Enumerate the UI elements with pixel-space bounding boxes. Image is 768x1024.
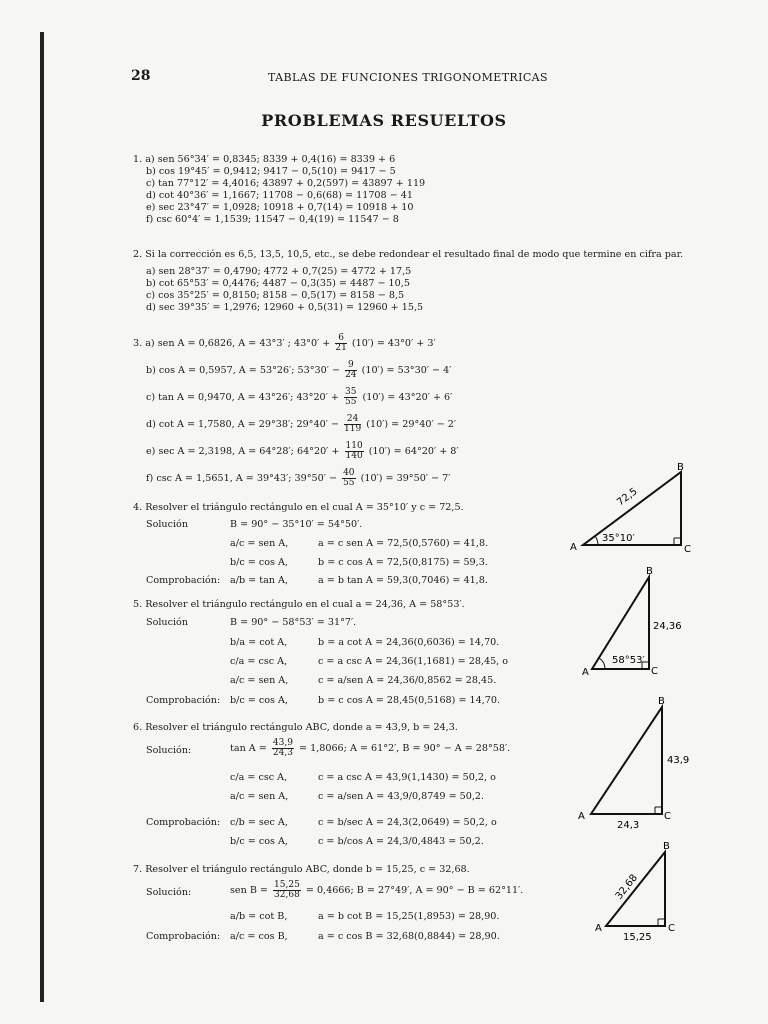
tan-result: = 1,8066; A = 61°2′, B = 90° − A = 28°58′. xyxy=(299,743,511,754)
fraction-denominator: 32,68 xyxy=(274,890,300,900)
vertex-label-c: C xyxy=(684,544,691,555)
section-title: PROBLEMAS RESUELTOS xyxy=(261,111,507,130)
calc: a = c cos B = 32,68(0,8844) = 28,90. xyxy=(318,931,500,942)
calc: a = b tan A = 59,3(0,7046) = 41,8. xyxy=(318,575,488,586)
fraction-numerator: 15,25 xyxy=(274,880,300,890)
problem-1 xyxy=(133,154,425,226)
check-label: Comprobación: xyxy=(146,695,221,706)
calc: c = a csc A = 24,36(1,1681) = 28,45, o xyxy=(318,656,509,667)
fraction-numerator: 35 xyxy=(344,387,357,397)
fraction-denominator: 119 xyxy=(344,424,362,434)
angle-label: 35°10′ xyxy=(602,533,635,544)
problem-3-row xyxy=(146,415,456,434)
vertex-label-a: A xyxy=(595,923,602,934)
fraction-numerator: 43,9 xyxy=(272,738,293,748)
calc: c = b/sec A = 24,3(2,0649) = 50,2, o xyxy=(318,817,497,828)
fraction-denominator: 55 xyxy=(344,397,357,407)
fraction xyxy=(345,442,364,461)
ratio: b/c = cos A, xyxy=(230,836,288,847)
p3-text: (10′) = 43°0′ + 3′ xyxy=(351,338,436,349)
vertex-label-a: A xyxy=(582,667,589,678)
triangle-shape xyxy=(606,852,665,926)
tan-text: tan A = xyxy=(230,743,267,754)
calc: c = a csc A = 43,9(1,1430) = 50,2, o xyxy=(318,772,496,783)
p3-text: d) cot A = 1,7580, A = 29°38′; 29°40′ − xyxy=(146,419,339,430)
problem-3-row xyxy=(146,469,450,488)
calc: b = c cos A = 28,45(0,5168) = 14,70. xyxy=(318,695,501,706)
problem-1-line: f) csc 60°4′ = 1,1539; 11547 − 0,4(19) = 11547 − 8 xyxy=(146,214,399,225)
sen-result: = 0,4666; B = 27°49′, A = 90° − B = 62°11′. xyxy=(305,885,524,896)
calc: a = c sen A = 72,5(0,5760) = 41,8. xyxy=(318,538,489,549)
fraction xyxy=(272,739,294,758)
ratio: b/c = cos A, xyxy=(230,695,288,706)
ratio: c/a = csc A, xyxy=(230,656,288,667)
problem-1-line: 1. a) sen 56°34′ = 0,8345; 8339 + 0,4(16) = 8339 + 6 xyxy=(133,154,396,165)
base-label: 24,3 xyxy=(617,820,640,831)
ratio: a/b = tan A, xyxy=(230,575,289,586)
running-header: TABLAS DE FUNCIONES TRIGONOMETRICAS xyxy=(268,71,548,84)
problem-3-row xyxy=(146,361,451,380)
problem-2-line: a) sen 28°37′ = 0,4790; 4772 + 0,7(25) = 4772 + 17,5 xyxy=(146,266,412,277)
triangle-figure-4 xyxy=(560,460,700,560)
problem-5-statement: 5. Resolver el triángulo rectángulo en el cual a = 24,36, A = 58°53′. xyxy=(133,599,465,610)
fraction xyxy=(344,415,361,434)
fraction-denominator: 24,3 xyxy=(272,748,293,758)
triangle-figure-5 xyxy=(572,563,692,681)
vertex-label-b: B xyxy=(646,566,653,577)
calc: c = a/sen A = 24,36/0,8562 = 28,45. xyxy=(318,675,497,686)
fraction xyxy=(273,881,301,900)
problem-2-intro: 2. Si la corrección es 6,5, 13,5, 10,5, etc., se debe redondear el resultado final de modo que termine en cifra par. xyxy=(133,249,684,260)
fraction-denominator: 24 xyxy=(345,370,357,380)
ratio: c/b = sec A, xyxy=(230,817,288,828)
problem-7-statement: 7. Resolver el triángulo rectángulo ABC, donde b = 15,25, c = 32,68. xyxy=(133,864,470,875)
vertex-label-c: C xyxy=(668,923,675,934)
triangle-figure-7 xyxy=(590,838,700,946)
p3-text: (10′) = 53°30′ − 4′ xyxy=(361,365,452,376)
hypotenuse-label: 72,5 xyxy=(615,486,640,509)
problem-3-row xyxy=(133,334,436,353)
p3-text: 3. a) sen A = 0,6826, A = 43°3′ ; 43°0′ + xyxy=(133,338,331,349)
fraction-denominator: 21 xyxy=(335,343,347,353)
p3-text: (10′) = 39°50′ − 7′ xyxy=(360,473,451,484)
angle-arc xyxy=(599,658,605,669)
problem-4-statement: 4. Resolver el triángulo rectángulo en el cual A = 35°10′ y c = 72,5. xyxy=(133,502,464,513)
problem-1-line: e) sec 23°47′ = 1,0928; 10918 + 0,7(14) = 10918 + 10 xyxy=(146,202,414,213)
vertex-label-b: B xyxy=(658,696,665,707)
book-binding-edge xyxy=(40,32,44,1002)
solution-equation xyxy=(230,739,510,758)
solution-label: Solución: xyxy=(146,745,192,756)
page-number: 28 xyxy=(131,68,151,84)
check-label: Comprobación: xyxy=(146,575,221,586)
problem-3-row xyxy=(146,388,452,407)
vertex-label-c: C xyxy=(651,666,658,677)
vertex-label-c: C xyxy=(664,811,671,822)
vertex-label-b: B xyxy=(677,462,684,473)
fraction-numerator: 24 xyxy=(344,415,361,425)
solution-equation xyxy=(230,881,523,900)
p3-text: e) sec A = 2,3198, A = 64°28′; 64°20′ + xyxy=(146,446,340,457)
problem-1-line: b) cos 19°45′ = 0,9412; 9417 − 0,5(10) = 9417 − 5 xyxy=(146,166,396,177)
solution-text: B = 90° − 58°53′ = 31°7′. xyxy=(230,617,357,628)
p3-text: (10′) = 64°20′ + 8′ xyxy=(368,446,459,457)
problem-6-statement: 6. Resolver el triángulo rectángulo ABC, donde a = 43,9, b = 24,3. xyxy=(133,722,458,733)
calc: c = a/sen A = 43,9/0,8749 = 50,2. xyxy=(318,791,485,802)
ratio: b/a = cot A, xyxy=(230,637,288,648)
solution-label: Solución xyxy=(146,519,188,530)
angle-arc xyxy=(595,536,598,545)
triangle-figure-6 xyxy=(570,692,700,832)
calc: b = c cos A = 72,5(0,8175) = 59,3. xyxy=(318,557,488,568)
problem-2-line: d) sec 39°35′ = 1,2976; 12960 + 0,5(31) = 12960 + 15,5 xyxy=(146,302,424,313)
p3-text: b) cos A = 0,5957, A = 53°26′; 53°30′ − xyxy=(146,365,341,376)
fraction xyxy=(345,361,356,380)
fraction xyxy=(342,469,355,488)
ratio: c/a = csc A, xyxy=(230,772,288,783)
fraction-numerator: 9 xyxy=(345,361,356,371)
ratio: a/c = sen A, xyxy=(230,538,289,549)
vertex-label-a: A xyxy=(578,811,585,822)
fraction-denominator: 140 xyxy=(345,451,363,461)
p3-text: (10′) = 29°40′ − 2′ xyxy=(366,419,457,430)
base-label: 15,25 xyxy=(623,932,652,943)
ratio: b/c = cos A, xyxy=(230,557,288,568)
ratio: a/c = sen A, xyxy=(230,791,289,802)
fraction-numerator: 6 xyxy=(335,334,346,344)
fraction xyxy=(344,388,357,407)
vertex-label-a: A xyxy=(570,542,577,553)
check-label: Comprobación: xyxy=(146,817,221,828)
p3-text: c) tan A = 0,9470, A = 43°26′; 43°20′ + xyxy=(146,392,339,403)
hypotenuse-label: 32,68 xyxy=(613,872,640,902)
ratio: a/c = cos B, xyxy=(230,931,288,942)
calc: c = b/cos A = 24,3/0,4843 = 50,2. xyxy=(318,836,484,847)
fraction-numerator: 110 xyxy=(345,441,363,451)
solution-label: Solución xyxy=(146,617,188,628)
side-label: 24,36 xyxy=(653,621,682,632)
solution-label: Solución: xyxy=(146,887,192,898)
fraction xyxy=(335,334,346,353)
ratio: a/b = cot B, xyxy=(230,911,288,922)
fraction-numerator: 40 xyxy=(343,468,355,478)
problem-2 xyxy=(146,266,423,314)
vertex-label-b: B xyxy=(663,841,670,852)
sen-text: sen B = xyxy=(230,885,268,896)
calc: a = b cot B = 15,25(1,8953) = 28,90. xyxy=(318,911,500,922)
ratio: a/c = sen A, xyxy=(230,675,289,686)
check-label: Comprobación: xyxy=(146,931,221,942)
problem-1-line: d) cot 40°36′ = 1,1667; 11708 − 0,6(68) = 11708 − 41 xyxy=(146,190,413,201)
p3-text: f) csc A = 1,5651, A = 39°43′; 39°50′ − xyxy=(146,473,338,484)
fraction-denominator: 55 xyxy=(343,478,355,488)
solution-text: B = 90° − 35°10′ = 54°50′. xyxy=(230,519,363,530)
angle-label: 58°53′ xyxy=(612,655,645,666)
calc: b = a cot A = 24,36(0,6036) = 14,70. xyxy=(318,637,500,648)
problem-2-line: c) cos 35°25′ = 0,8150; 8158 − 0,5(17) = 8158 − 8,5 xyxy=(146,290,405,301)
problem-1-line: c) tan 77°12′ = 4,4016; 43897 + 0,2(597) = 43897 + 119 xyxy=(146,178,426,189)
problem-2-line: b) cot 65°53′ = 0,4476; 4487 − 0,3(35) = 4487 − 10,5 xyxy=(146,278,410,289)
problem-3-row xyxy=(146,442,459,461)
side-label: 43,9 xyxy=(667,755,690,766)
triangle-shape xyxy=(591,707,662,814)
p3-text: (10′) = 43°20′ + 6′ xyxy=(362,392,453,403)
